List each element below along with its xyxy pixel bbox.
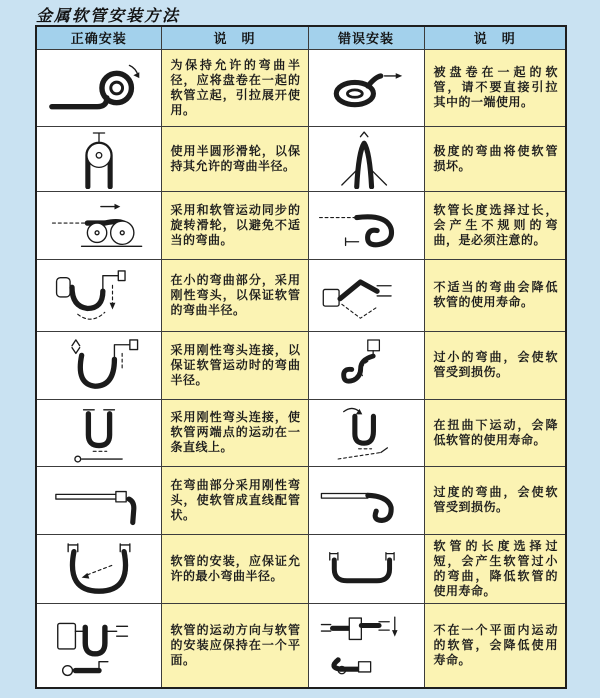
correct-note: 采用刚性弯头连接，以保证软管运动时的弯曲半径。: [161, 331, 308, 399]
table-row: [36, 331, 566, 399]
wrong-note: 过度的弯曲，会使软管受到损伤。: [424, 466, 566, 534]
wrong-note: 软管的长度选择过短，会产生软管过小的弯曲，降低软管的使用寿命。: [424, 534, 566, 603]
wrong-note: 软管长度选择过长，会产生不规则的弯曲，是必须注意的。: [424, 191, 566, 259]
header-wrong-note: 说 明: [424, 26, 566, 49]
correct-note: 采用和软管运动同步的旋转滑轮，以避免不适当的弯曲。: [161, 191, 308, 259]
too-short-hose-icon: [314, 540, 418, 598]
correct-illustration-cell: [36, 49, 161, 126]
same-plane-assembly-icon: [44, 609, 154, 681]
correct-illustration-cell: [36, 126, 161, 191]
wrong-note: 在扭曲下运动，会降低软管的使用寿命。: [424, 399, 566, 466]
wrong-illustration-cell: [308, 49, 424, 126]
rigid-elbow-u-motion-icon: [45, 334, 153, 396]
semicircular-pulley-icon: [47, 129, 151, 189]
header-correct-install: 正确安装: [36, 26, 161, 49]
wrong-illustration-cell: [308, 534, 424, 603]
table-row: [36, 191, 566, 259]
excessive-bend-icon: [314, 470, 418, 530]
table-header-row: [36, 26, 566, 49]
too-small-bend-icon: [316, 334, 416, 396]
header-correct-note: 说 明: [161, 26, 308, 49]
out-of-plane-motion-icon: [314, 609, 418, 681]
correct-note: 软管的安装，应保证允许的最小弯曲半径。: [161, 534, 308, 603]
correct-note: 在小的弯曲部分，采用刚性弯头，以保证软管的弯曲半径。: [161, 259, 308, 331]
table-row: [36, 603, 566, 688]
wrong-note: 极度的弯曲将使软管损坏。: [424, 126, 566, 191]
correct-note: 使用半圆形滑轮，以保持其允许的弯曲半径。: [161, 126, 308, 191]
correct-illustration-cell: [36, 399, 161, 466]
table-row: [36, 49, 566, 126]
correct-note: 采用刚性弯头连接，使软管两端点的运动在一条直线上。: [161, 399, 308, 466]
inline-endpoints-u-icon: [45, 402, 153, 464]
table-row: [36, 399, 566, 466]
improper-bend-icon: [314, 264, 418, 326]
correct-illustration-cell: [36, 331, 161, 399]
wrong-illustration-cell: [308, 126, 424, 191]
installation-table: [35, 25, 567, 689]
standing-coil-unroll-icon: [44, 56, 154, 120]
wrong-note: 被盘卷在一起的软管，请不要直接引拉其中的一端使用。: [424, 49, 566, 126]
correct-note: 软管的运动方向与软管的安装应保持在一个平面。: [161, 603, 308, 688]
table-row: [36, 534, 566, 603]
table-row: [36, 466, 566, 534]
wrong-note: 过小的弯曲，会使软管受到损伤。: [424, 331, 566, 399]
overlong-hose-loop-icon: [314, 194, 418, 256]
correct-illustration-cell: [36, 191, 161, 259]
header-wrong-install: 错误安装: [308, 26, 424, 49]
min-bend-radius-u-icon: [45, 538, 153, 600]
rigid-elbow-small-bend-icon: [45, 263, 153, 327]
correct-illustration-cell: [36, 259, 161, 331]
wrong-illustration-cell: [308, 331, 424, 399]
correct-illustration-cell: [36, 466, 161, 534]
correct-note: 在弯曲部分采用刚性弯头，使软管成直线配管状。: [161, 466, 308, 534]
page-title: 金属软管安装方法: [36, 8, 181, 25]
wrong-illustration-cell: [308, 466, 424, 534]
wrong-illustration-cell: [308, 191, 424, 259]
twisted-motion-icon: [314, 402, 418, 464]
rotating-pulleys-icon: [44, 194, 154, 256]
flat-coil-pull-end-icon: [314, 57, 418, 119]
correct-note: 为保持允许的弯曲半径，应将盘卷在一起的软管立起，引拉展开使用。: [161, 49, 308, 126]
straight-pipe-elbow-icon: [45, 470, 153, 530]
correct-illustration-cell: [36, 603, 161, 688]
wrong-illustration-cell: [308, 259, 424, 331]
table-row: [36, 126, 566, 191]
table-row: [36, 259, 566, 331]
wrong-illustration-cell: [308, 603, 424, 688]
wrong-note: 不在一个平面内运动的软管，会降低使用寿命。: [424, 603, 566, 688]
correct-illustration-cell: [36, 534, 161, 603]
wrong-illustration-cell: [308, 399, 424, 466]
extreme-bend-icon: [314, 129, 418, 189]
wrong-note: 不适当的弯曲会降低软管的使用寿命。: [424, 259, 566, 331]
